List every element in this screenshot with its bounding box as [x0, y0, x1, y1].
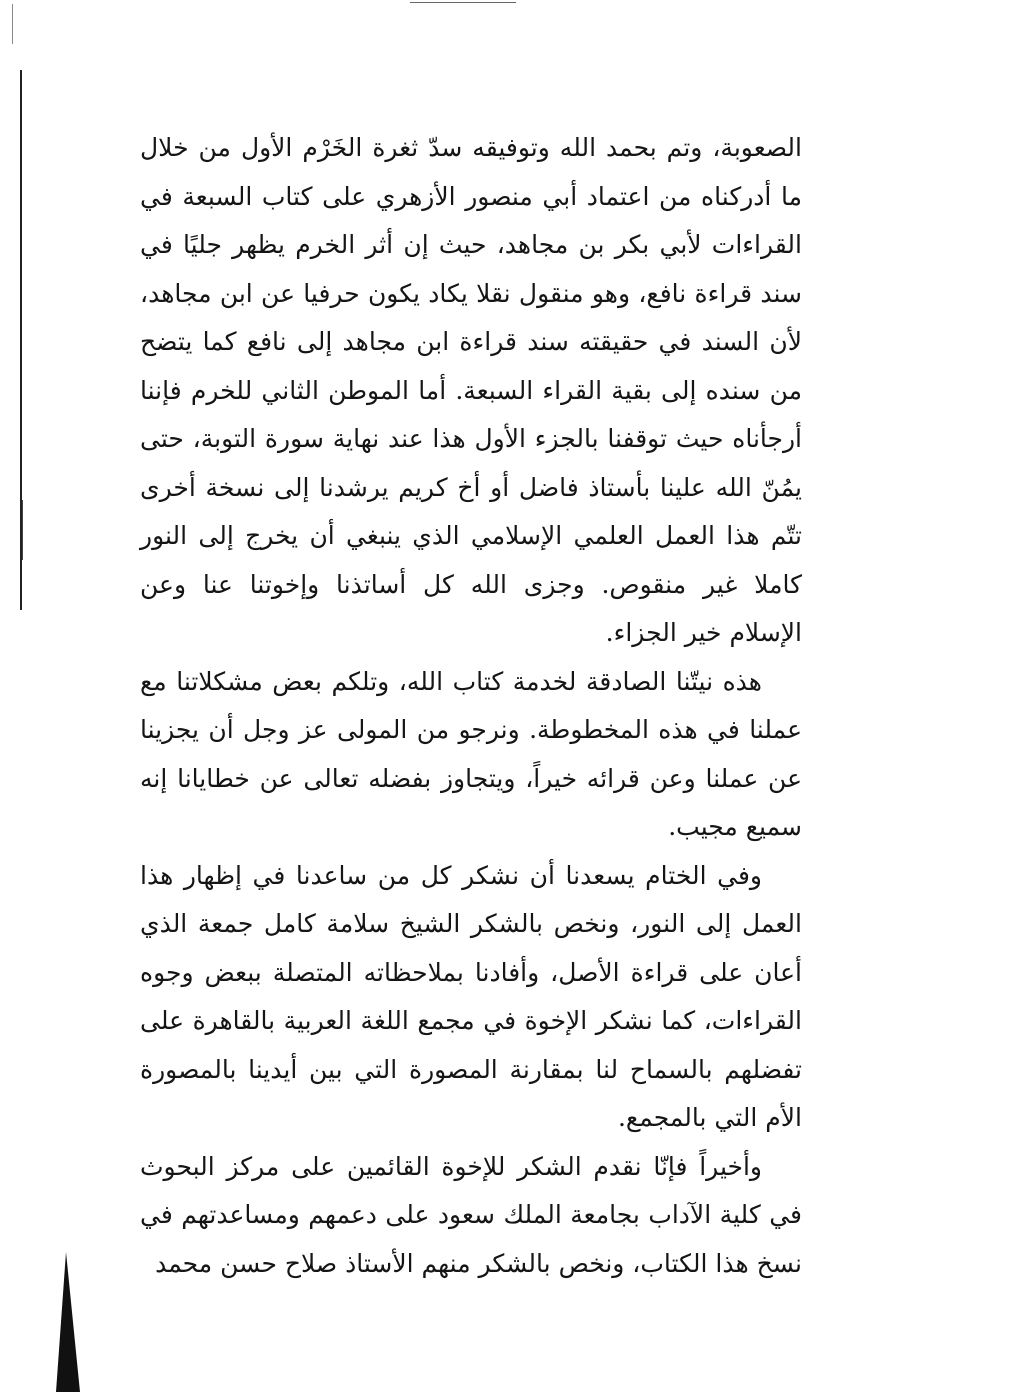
scan-edge-mark — [12, 4, 13, 44]
binding-shadow — [56, 1252, 80, 1392]
top-rule — [410, 2, 516, 3]
paragraph-2: هذه نيتّنا الصادقة لخدمة كتاب الله، وتلكم بعض مشكلاتنا مع عملنا في هذه المخطوطة. ونرجو من المولى عز وجل أن يجزينا عن عملنا وعن قرائه خيراً، ويتجاوز بفضله تعالى عن خطايانا إنه سميع مجيب. — [140, 666, 802, 841]
scan-edge-mark — [22, 500, 23, 560]
paragraph-1: الصعوبة، وتم بحمد الله وتوفيقه سدّ ثغرة الخَرْم الأول من خلال ما أدركناه من اعتماد أبي منصور الأزهري على كتاب السبعة في القراءات لأبي بكر بن مجاهد، حيث إن أثر الخرم يظهر جليًا في سند قراءة نافع، وهو منقول نقلا يكاد يكون حرفيا عن ابن مجاهد، لأن السند في حقيقته سند قراءة ابن مجاهد إلى نافع كما يتضح من سنده إلى بقية القراء السبعة. أما الموطن الثاني للخرم فإننا أرجأناه حيث توقفنا بالجزء الأول هذا عند نهاية سورة التوبة، حتى يمُنّ الله علينا بأستاذ فاضل أو أخ كريم يرشدنا إلى نسخة أخرى تتّم هذا العمل العلمي الإسلامي الذي ينبغي أن يخرج إلى النور كاملا غير منقوص. وجزى الله كل أساتذنا وإخوتنا عنا وعن الإسلام خير الجزاء. — [140, 133, 802, 647]
paragraph-4: وأخيراً فإنّا نقدم الشكر للإخوة القائمين على مركز البحوث في كلية الآداب بجامعة الملك سعود على دعمهم ومساعدتهم في نسخ هذا الكتاب، ونخص بالشكر منهم الأستاذ صلاح حسن محمد — [140, 1151, 802, 1278]
body-text — [140, 124, 802, 1288]
paragraph-3: وفي الختام يسعدنا أن نشكر كل من ساعدنا في إظهار هذا العمل إلى النور، ونخص بالشكر الشيخ سلامة كامل جمعة الذي أعان على قراءة الأصل، وأفادنا بملاحظاته المتصلة ببعض وجوه القراءات، كما نشكر الإخوة في مجمع اللغة العربية بالقاهرة على تفضلهم بالسماح لنا بمقارنة المصورة التي بين أيدينا بالمصورة الأم التي بالمجمع. — [140, 860, 802, 1132]
